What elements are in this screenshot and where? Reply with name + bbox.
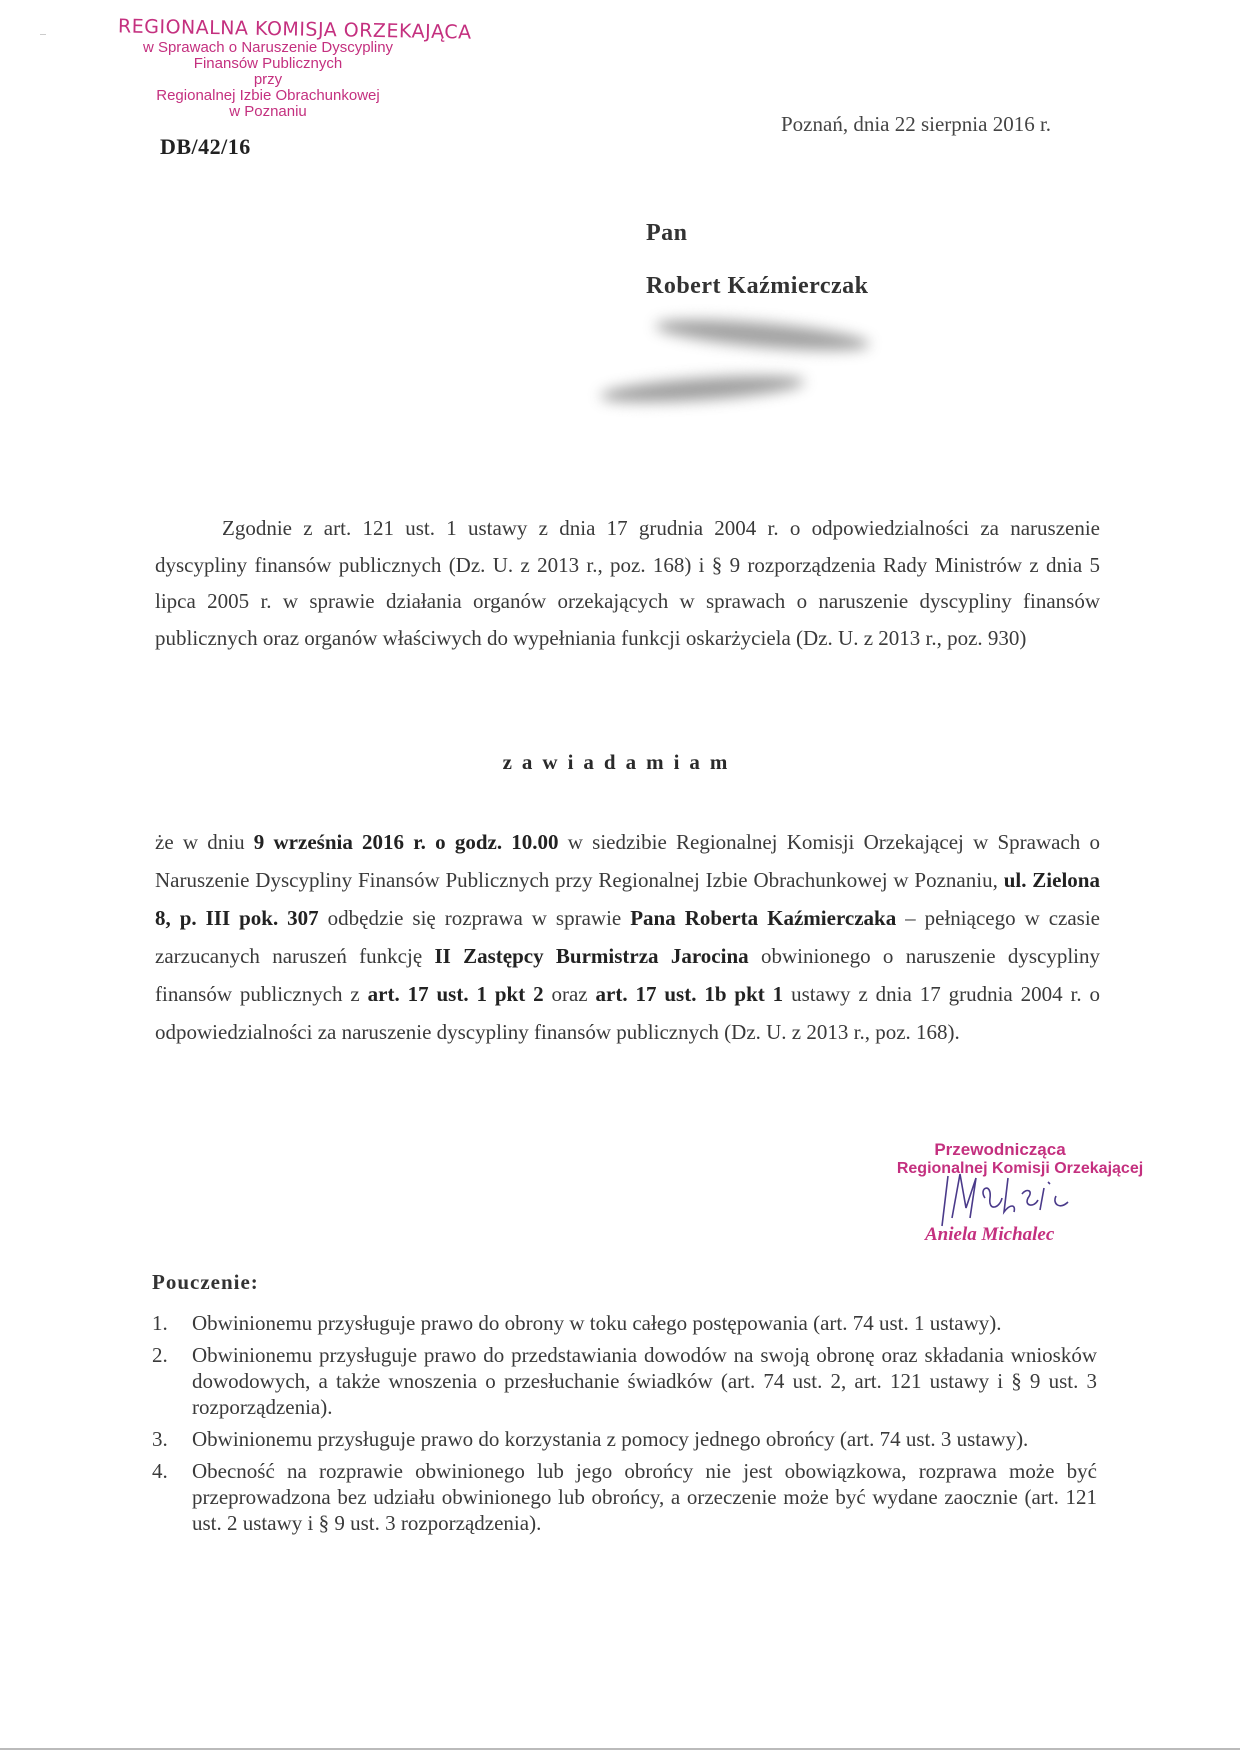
hearing-date: 9 września 2016 r. o godz. 10.00 bbox=[253, 830, 559, 854]
accused-function: II Zastępcy Burmistrza Jarocina bbox=[434, 944, 749, 968]
list-item-text: Obwinionemu przysługuje prawo do obrony w toku całego postępowania (art. 74 ust. 1 ustawy). bbox=[192, 1311, 1002, 1335]
addressee-title: Pan bbox=[646, 220, 688, 246]
text-segment: oraz bbox=[543, 982, 596, 1006]
list-item-number: 3. bbox=[152, 1427, 168, 1451]
date-line: Poznań, dnia 22 sierpnia 2016 r. bbox=[781, 112, 1052, 136]
instructions-list bbox=[152, 1310, 1097, 1542]
text-segment: ustawy z dnia 17 grudnia 2004 r. o odpowiedzialności za naruszenie dyscypliny finansów publicznych (Dz. U. z 2013 r., poz. 168). bbox=[155, 982, 1100, 1044]
list-item bbox=[152, 1426, 1097, 1452]
signatory-name: Aniela Michalec bbox=[925, 1224, 1055, 1245]
article-ref-1: art. 17 ust. 1 pkt 2 bbox=[367, 982, 544, 1006]
text-segment: w siedzibie Regionalnej Komisji Orzekającej w Sprawach o Naruszenie Dyscypliny Finansów Publicznych przy Regionalnej Izbie Obrachunkowej w Poznaniu, bbox=[155, 830, 1100, 892]
redacted-address-line-2 bbox=[599, 371, 805, 407]
list-item-number: 4. bbox=[152, 1459, 168, 1483]
list-item-number: 1. bbox=[152, 1311, 168, 1335]
list-item-text: Obecność na rozprawie obwinionego lub jego obrońcy nie jest obowiązkowa, rozprawa może być przeprowadzona bez udziału obwinionego lub obrońcy, a orzeczenie może być wydane zaocznie (art. 121 ust. 2 ustawy i § 9 ust. 3 rozporządzenia). bbox=[192, 1459, 1097, 1535]
stamp-line-3: Finansów Publicznych bbox=[193, 55, 343, 72]
stamp-line-4: przy bbox=[253, 71, 283, 88]
addressee-name: Robert Kaźmierczak bbox=[646, 273, 869, 299]
scan-mark bbox=[40, 34, 46, 35]
hearing-paragraph bbox=[155, 823, 1100, 1051]
redacted-address-line-1 bbox=[654, 314, 870, 357]
handwritten-signature bbox=[930, 1168, 1110, 1228]
hearing-address: ul. Zielona 8, p. III pok. 307 bbox=[155, 868, 1100, 930]
stamp-line-2: w Sprawach o Naruszenie Dyscypliny bbox=[142, 39, 394, 56]
list-item bbox=[152, 1458, 1097, 1536]
notification-heading: zawiadamiam bbox=[502, 750, 738, 774]
page-bottom-rule bbox=[0, 1748, 1240, 1750]
instructions-heading: Pouczenie: bbox=[152, 1270, 259, 1294]
signature-stamp-subtitle: Regionalnej Komisji Orzekającej bbox=[896, 1160, 1144, 1177]
issuer-stamp bbox=[117, 15, 472, 120]
text-segment: że w dniu bbox=[155, 830, 254, 854]
reference-number: DB/42/16 bbox=[160, 134, 251, 159]
list-item bbox=[152, 1310, 1097, 1336]
accused-name: Pana Roberta Kaźmierczaka bbox=[630, 906, 897, 930]
list-item-text: Obwinionemu przysługuje prawo do korzystania z pomocy jednego obrońcy (art. 74 ust. 3 ustawy). bbox=[192, 1427, 1029, 1451]
list-item-number: 2. bbox=[152, 1343, 168, 1367]
stamp-line-1: REGIONALNA KOMISJA ORZEKAJĄCA bbox=[117, 15, 472, 44]
text-segment: odbędzie się rozprawa w sprawie bbox=[318, 906, 631, 930]
stamp-line-6: w Poznaniu bbox=[229, 103, 307, 120]
article-ref-2: art. 17 ust. 1b pkt 1 bbox=[595, 982, 784, 1006]
text-segment: – pełniącego w czasie zarzucanych naruszeń funkcję bbox=[155, 906, 1100, 968]
signature-stamp-title: Przewodnicząca bbox=[934, 1140, 1066, 1159]
legal-basis-paragraph: Zgodnie z art. 121 ust. 1 ustawy z dnia 17 grudnia 2004 r. o odpowiedzialności za naruszenie dyscypliny finansów publicznych (Dz. U. z 2013 r., poz. 168) i § 9 rozporządzenia Rady Ministrów z dnia 5 lipca 2005 r. w sprawie działania organów orzekających w sprawach o naruszenie dyscypliny finansów publicznych oraz organów właściwych do wypełniania funkcji oskarżyciela (Dz. U. z 2013 r., poz. 930) bbox=[155, 516, 1100, 650]
text-segment: obwinionego o naruszenie dyscypliny finansów publicznych z bbox=[155, 944, 1101, 1006]
list-item bbox=[152, 1342, 1097, 1420]
list-item-text: Obwinionemu przysługuje prawo do przedstawiania dowodów na swoją obronę oraz składania wniosków dowodowych, a także wnoszenia o przesłuchanie świadków (art. 74 ust. 2, art. 121 ustawy i § 9 ust. 3 rozporządzenia). bbox=[192, 1343, 1097, 1419]
stamp-line-5: Regionalnej Izbie Obrachunkowej bbox=[156, 87, 380, 104]
